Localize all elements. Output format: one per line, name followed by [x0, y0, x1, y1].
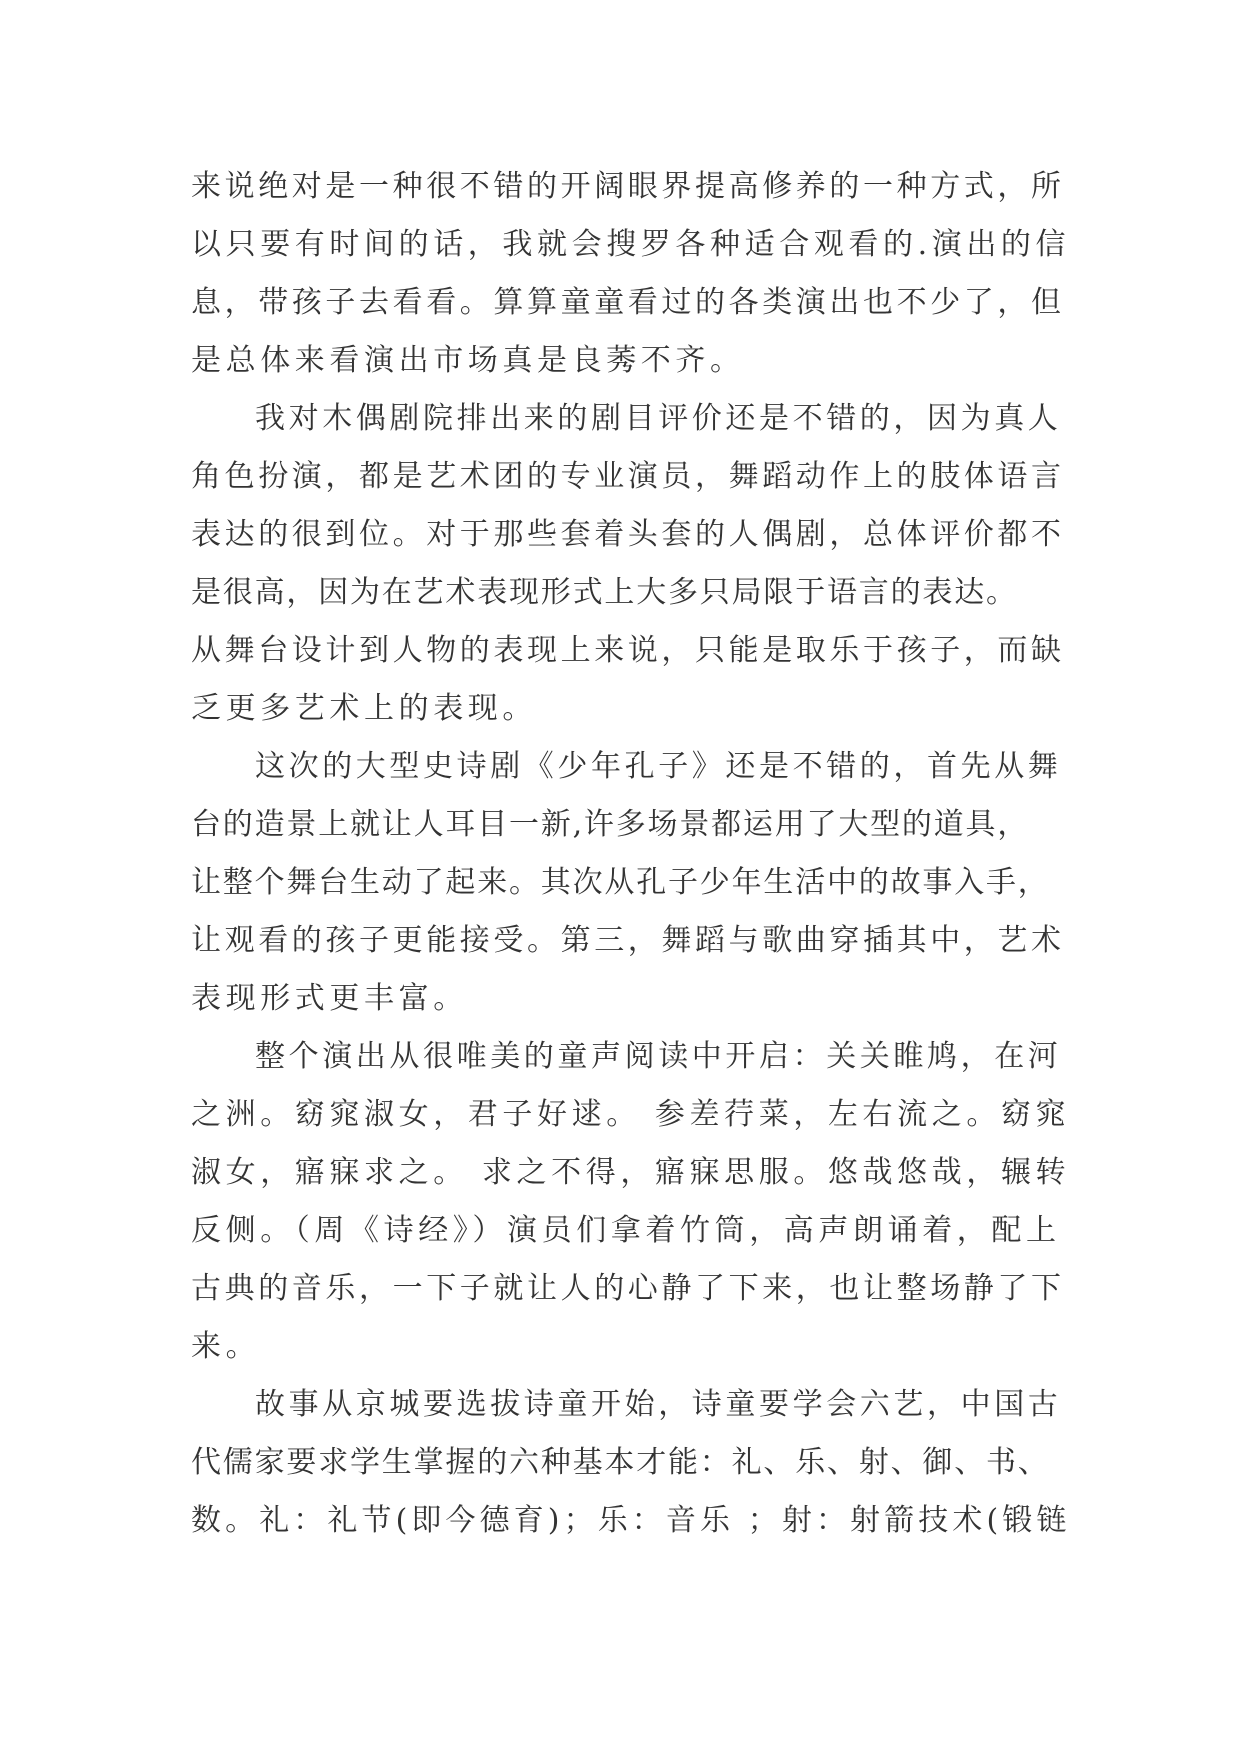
text-line: 之洲。窈窕淑女，君子好逑。 参差荇菜，左右流之。窈窕 — [191, 1097, 1071, 1132]
text-line: 是很高，因为在艺术表现形式上大多只局限于语言的表达。 — [191, 575, 1018, 610]
text-line: 来说绝对是一种很不错的开阔眼界提高修养的一种方式，所 — [191, 169, 1065, 204]
text-line: 台的造景上就让人耳目一新,许多场景都运用了大型的道具， — [191, 807, 1030, 842]
text-line: 来。 — [191, 1329, 261, 1364]
text-line: 反侧。（周《诗经》）演员们拿着竹筒，高声朗诵着，配上 — [191, 1213, 1061, 1248]
text-line: 从舞台设计到人物的表现上来说，只能是取乐于孩子，而缺 — [191, 633, 1065, 668]
text-line: 角色扮演，都是艺术团的专业演员，舞蹈动作上的肢体语言 — [191, 459, 1065, 494]
paragraph-first-line: 故事从京城要选拔诗童开始，诗童要学会六艺，中国古 — [255, 1387, 1062, 1422]
text-line: 让观看的孩子更能接受。第三，舞蹈与歌曲穿插其中，艺术 — [191, 923, 1065, 958]
text-line: 淑女，寤寐求之。 求之不得，寤寐思服。悠哉悠哉，辗转 — [191, 1155, 1071, 1190]
text-line: 乏更多艺术上的表现。 — [191, 691, 537, 726]
text-line: 是总体来看演出市场真是良莠不齐。 — [191, 343, 745, 378]
text-line: 以只要有时间的话，我就会搜罗各种适合观看的.演出的信 — [191, 227, 1071, 262]
text-line: 表达的很到位。对于那些套着头套的人偶剧，总体评价都不 — [191, 517, 1065, 552]
text-line: 代儒家要求学生掌握的六种基本才能：礼、乐、射、御、书、 — [191, 1445, 1050, 1480]
text-line: 让整个舞台生动了起来。其次从孔子少年生活中的故事入手， — [191, 865, 1050, 900]
text-line: 古典的音乐，一下子就让人的心静了下来，也让整场静了下 — [191, 1271, 1065, 1306]
paragraph-first-line: 这次的大型史诗剧《少年孔子》还是不错的，首先从舞 — [255, 749, 1062, 784]
text-line: 息，带孩子去看看。算算童童看过的各类演出也不少了，但 — [191, 285, 1065, 320]
paragraph-first-line: 整个演出从很唯美的童声阅读中开启：关关睢鸠，在河 — [255, 1039, 1062, 1074]
text-line: 数。礼：礼节(即今德育)；乐：音乐 ；射：射箭技术(锻链 — [191, 1503, 1071, 1538]
paragraph-first-line: 我对木偶剧院排出来的剧目评价还是不错的，因为真人 — [255, 401, 1062, 436]
text-line: 表现形式更丰富。 — [191, 981, 468, 1016]
